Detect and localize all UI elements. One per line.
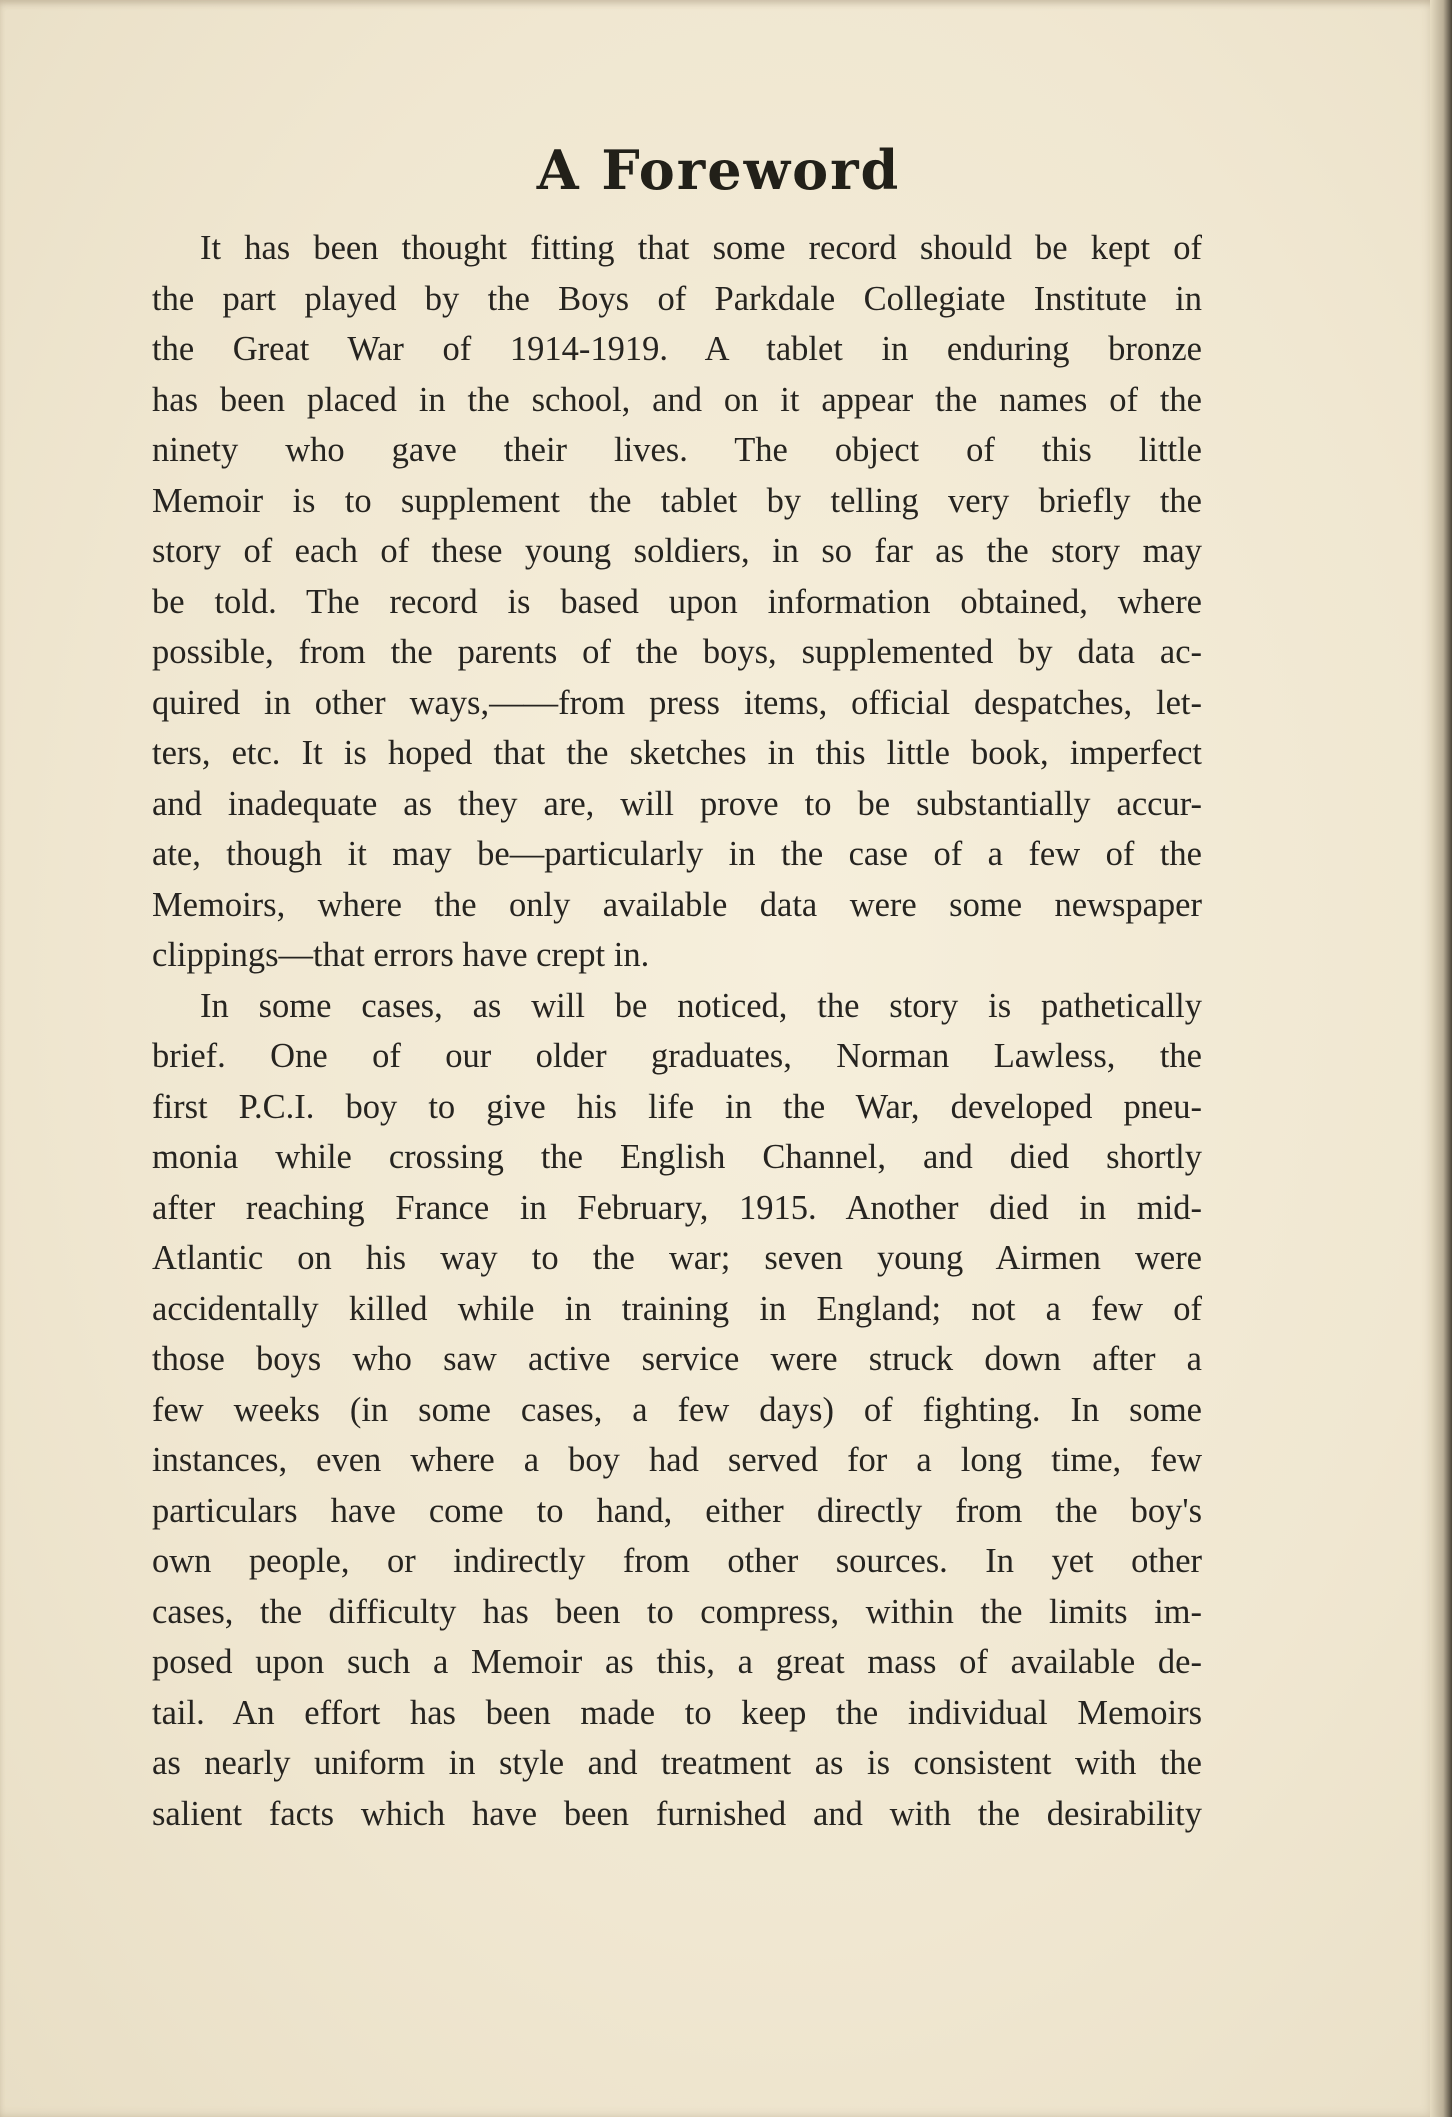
paragraph-2 [152, 981, 1202, 1840]
text-line: first P.C.I. boy to give his life in the War, developed pneu- [152, 1087, 1202, 1126]
text-line: as nearly uniform in style and treatment as is consistent with the [152, 1744, 1202, 1782]
text-line: the Great War of 1914-1919. A tablet in enduring bronze [152, 330, 1202, 368]
text-line: quired in other ways,——from press items, official despatches, let- [152, 683, 1202, 722]
page-title: A Foreword [536, 138, 901, 202]
text-line: ate, though it may be—particularly in the case of a few of the [152, 835, 1202, 873]
paragraph-1 [152, 223, 1202, 981]
text-line: possible, from the parents of the boys, supplemented by data ac- [152, 633, 1202, 671]
text-line: particulars have come to hand, either directly from the boy's [152, 1491, 1202, 1530]
text-line: ters, etc. It is hoped that the sketches in this little book, imperfect [152, 734, 1202, 772]
text-line: those boys who saw active service were struck down after a [152, 1340, 1202, 1378]
text-line: and inadequate as they are, will prove to be substantially accur- [152, 784, 1202, 823]
text-line: clippings—that errors have crept in. [152, 936, 650, 974]
text-line: Atlantic on his way to the war; seven young Airmen were [152, 1239, 1202, 1277]
text-line: be told. The record is based upon information obtained, where [152, 582, 1202, 621]
text-line: tail. An effort has been made to keep the individual Memoirs [152, 1693, 1202, 1732]
text-line: salient facts which have been furnished and with the desirability [152, 1794, 1202, 1833]
text-line: after reaching France in February, 1915. Another died in mid- [152, 1188, 1202, 1227]
text-line: In some cases, as will be noticed, the story is pathetically [200, 986, 1202, 1025]
text-line: few weeks (in some cases, a few days) of fighting. In some [152, 1390, 1202, 1429]
text-line: story of each of these young soldiers, in so far as the story may [152, 532, 1202, 570]
text-line: It has been thought fitting that some record should be kept of [200, 229, 1202, 267]
text-line: instances, even where a boy had served for a long time, few [152, 1441, 1202, 1479]
text-line: accidentally killed while in training in England; not a few of [152, 1289, 1202, 1328]
text-line: own people, or indirectly from other sources. In yet other [152, 1542, 1202, 1580]
text-line: has been placed in the school, and on it appear the names of the [152, 380, 1202, 419]
text-line: the part played by the Boys of Parkdale Collegiate Institute in [152, 279, 1202, 318]
page-edge-shadow [1430, 0, 1452, 2117]
text-line: ninety who gave their lives. The object of this little [152, 431, 1202, 469]
foreword-body [152, 223, 1202, 1839]
text-line: Memoirs, where the only available data were some newspaper [152, 885, 1202, 924]
text-line: posed upon such a Memoir as this, a great mass of available de- [152, 1643, 1202, 1681]
text-line: monia while crossing the English Channel, and died shortly [152, 1138, 1202, 1176]
text-line: brief. One of our older graduates, Norman Lawless, the [152, 1037, 1202, 1075]
text-line: cases, the difficulty has been to compress, within the limits im- [152, 1592, 1202, 1631]
text-line: Memoir is to supplement the tablet by telling very briefly the [152, 481, 1202, 520]
